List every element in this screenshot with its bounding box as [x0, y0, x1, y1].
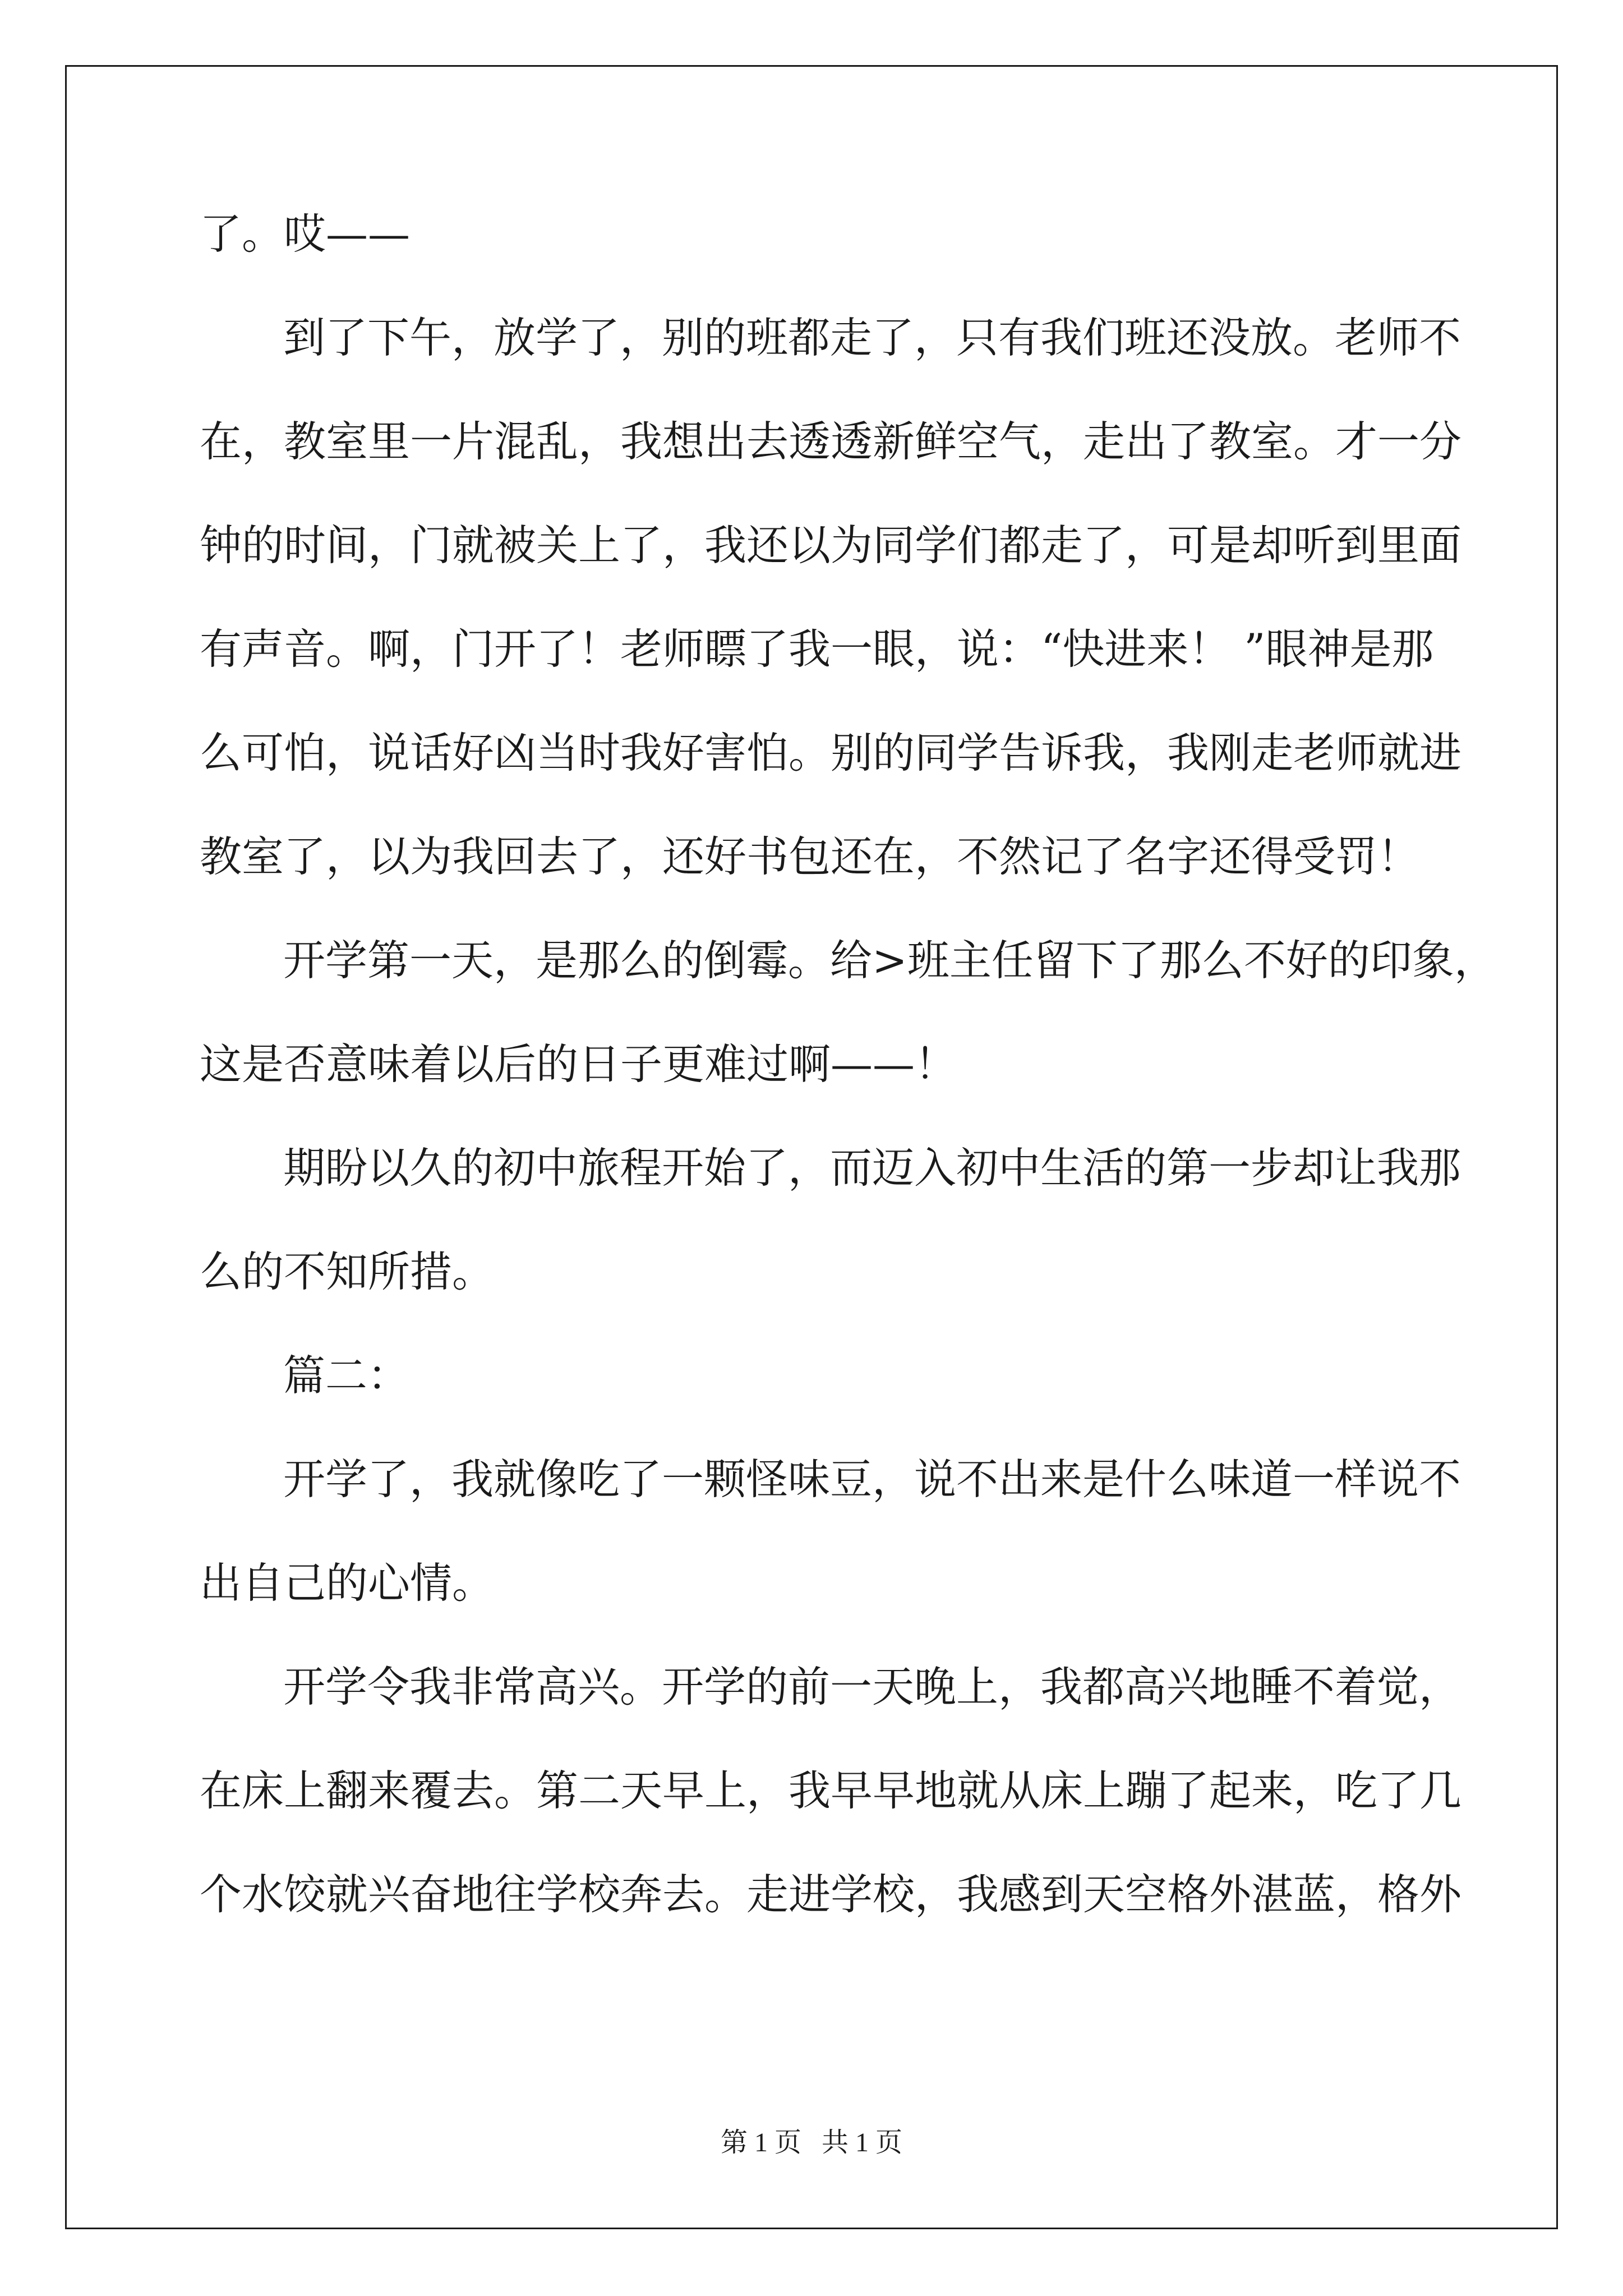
paragraph-start-line: 开学第一天，是那么的倒霉。给>班主任留下了那么不好的印象， [283, 936, 1496, 985]
text-line: 么可怕，说话好凶当时我好害怕。别的同学告诉我，我刚走老师就进 [200, 728, 1462, 777]
paragraph-start-line: 期盼以久的初中旅程开始了，而迈入初中生活的第一步却让我那 [283, 1143, 1461, 1193]
text-line: 在床上翻来覆去。第二天早上，我早早地就从床上蹦了起来，吃了几 [200, 1766, 1462, 1815]
text-line: 出自己的心情。 [200, 1558, 495, 1608]
text-line: 教室了，以为我回去了，还好书包还在，不然记了名字还得受罚！ [200, 832, 1420, 881]
text-line: 有声音。啊，门开了！老师瞟了我一眼，说：“快进来！ ”眼神是那 [200, 624, 1434, 674]
text-line: 个水饺就兴奋地往学校奔去。走进学校，我感到天空格外湛蓝，格外 [200, 1870, 1462, 1919]
paragraph-start-line: 开学了，我就像吃了一颗怪味豆，说不出来是什么味道一样说不 [283, 1455, 1461, 1504]
section-heading: 篇二： [283, 1351, 410, 1400]
paragraph-start-line: 到了下午，放学了，别的班都走了，只有我们班还没放。老师不 [283, 313, 1461, 362]
paragraph-start-line: 开学令我非常高兴。开学的前一天晚上，我都高兴地睡不着觉， [283, 1662, 1461, 1711]
text-line: 在，教室里一片混乱，我想出去透透新鲜空气，走出了教室。才一分 [200, 417, 1462, 466]
text-line: 这是否意味着以后的日子更难过啊——！ [200, 1039, 957, 1089]
text-line: 么的不知所措。 [200, 1247, 495, 1296]
page-footer: 第 1 页 共 1 页 [720, 2128, 902, 2157]
text-line: 钟的时间，门就被关上了，我还以为同学们都走了，可是却听到里面 [200, 521, 1462, 570]
text-line: 了。哎—— [200, 209, 411, 259]
